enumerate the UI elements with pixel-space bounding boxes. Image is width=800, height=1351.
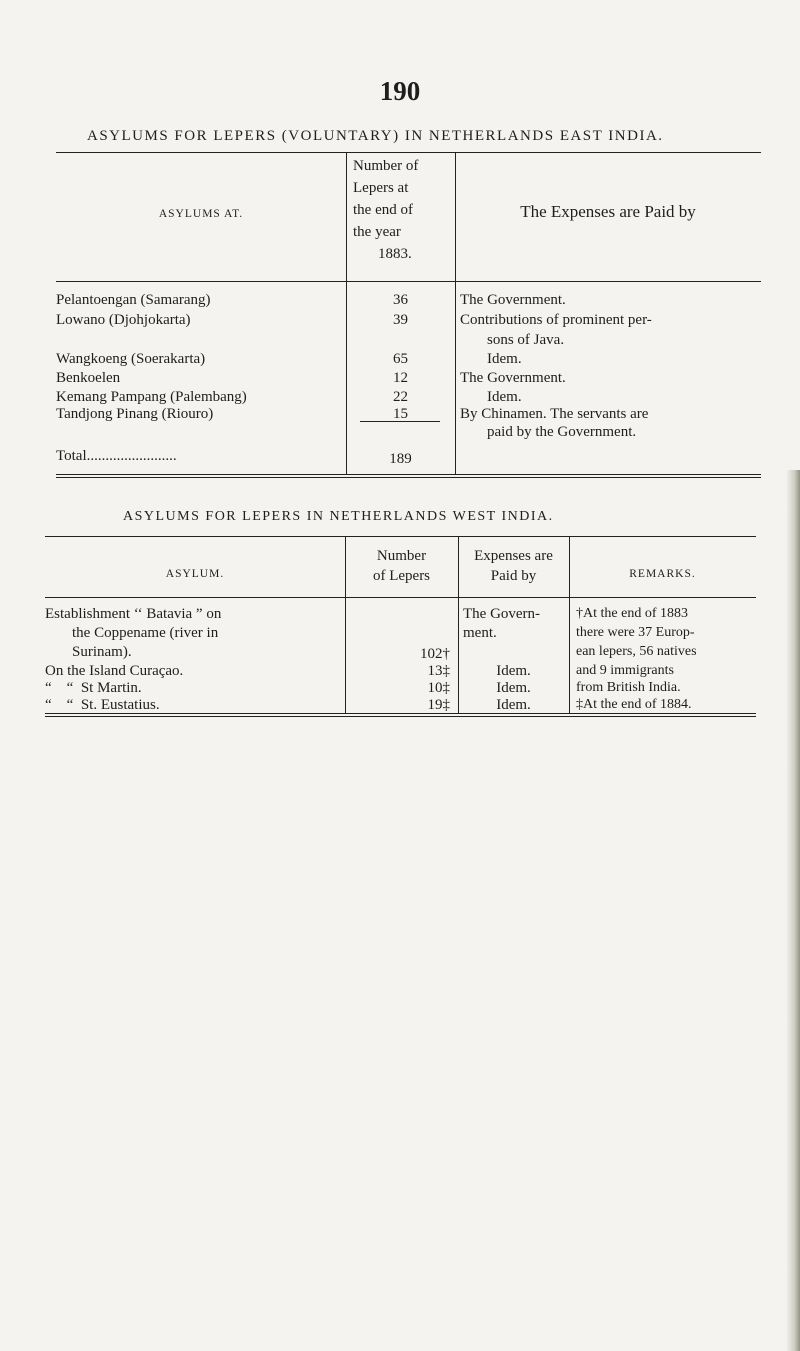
west-establishment-paid-by: The Govern- [463,606,541,622]
west-bottom-rule-double [45,716,756,717]
east-row-number: 22 [393,389,408,405]
west-header-expenses-line: Paid by [490,568,537,584]
west-header-asylum: ASYLUM. [165,568,225,580]
west-row-paid-by: Idem. [496,663,531,679]
east-header-number-line: 1883. [378,246,412,262]
west-remarks-line: there were 37 Europ- [576,625,695,640]
west-row-name: “ “ St Martin. [45,680,142,696]
page-edge-shadow [786,470,800,1351]
east-total-label: Total........................ [56,448,177,464]
west-establishment-line: Establishment ‘‘ Batavia ” on [45,606,222,622]
east-row-paid-by: By Chinamen. The servants are [460,406,649,422]
west-row-number: 19‡ [427,697,450,713]
east-row-paid-by: Contributions of prominent per- [460,312,652,328]
east-header-asylums: ASYLUMS AT. [158,208,244,220]
west-row-name: On the Island Curaçao. [45,663,184,679]
east-row-number: 39 [393,312,408,328]
east-row-number: 12 [393,370,408,386]
east-table-title: ASYLUMS FOR LEPERS (VOLUNTARY) IN NETHERLANDS EAST INDIA. [87,128,664,144]
west-remarks-line: ean lepers, 56 natives [576,644,697,659]
west-establishment-paid-by: ment. [463,625,497,641]
west-col-divider-3 [569,537,570,713]
west-header-expenses-line: Expenses are [474,548,553,564]
west-header-remarks: REMARKS. [629,568,696,580]
east-row-paid-by-cont: paid by the Government. [487,424,637,440]
west-row-name: “ “ St. Eustatius. [45,697,160,713]
west-bottom-rule [45,713,756,714]
east-row-paid-by: The Government. [460,292,566,308]
east-header-number-line: Lepers at [353,180,409,196]
west-remarks-line: from British India. [576,680,681,695]
west-remarks-line: †At the end of 1883 [576,606,688,621]
east-row-number: 65 [393,351,408,367]
east-row-paid-by: Idem. [487,389,522,405]
east-row-name: Benkoelen [56,370,121,386]
west-establishment-line: Surinam). [72,644,132,660]
west-header-number-line: Number [376,548,427,564]
east-header-number-line: the year [353,224,401,240]
east-bottom-rule-double [56,477,761,478]
west-establishment-line: the Coppename (river in [72,625,219,641]
east-row-paid-by-cont: sons of Java. [487,332,565,348]
east-row-name: Wangkoeng (Soerakarta) [56,351,206,367]
east-row-paid-by: The Government. [460,370,566,386]
east-row-number: 15 [393,406,408,422]
east-header-rule [56,281,761,282]
east-row-name: Pelantoengan (Samarang) [56,292,211,308]
west-remarks-line: and 9 immigrants [576,663,674,678]
east-header-expenses: The Expenses are Paid by [520,202,696,221]
page-number: 190 [379,76,421,106]
east-col-divider-2 [455,153,456,474]
west-row-paid-by: Idem. [496,680,531,696]
east-bottom-rule [56,474,761,475]
east-top-rule [56,152,761,153]
west-top-rule [45,536,756,537]
east-row-name: Lowano (Djohjokarta) [56,312,191,328]
west-establishment-number: 102† [420,646,450,662]
west-row-number: 13‡ [427,663,450,679]
west-header-rule [45,597,756,598]
west-row-paid-by: Idem. [496,697,531,713]
east-row-name: Kemang Pampang (Palembang) [56,389,247,405]
west-remarks-line: ‡At the end of 1884. [576,697,692,712]
east-row-name: Tandjong Pinang (Riouro) [56,406,214,422]
east-header-number-line: the end of [353,202,413,218]
west-row-number: 10‡ [427,680,450,696]
east-total-value: 189 [389,451,412,467]
west-table-title: ASYLUMS FOR LEPERS IN NETHERLANDS WEST INDIA. [123,509,554,524]
east-row-number: 36 [393,292,408,308]
east-header-number-line: Number of [353,158,419,174]
west-header-number-line: of Lepers [372,568,431,584]
east-row-paid-by: Idem. [487,351,522,367]
